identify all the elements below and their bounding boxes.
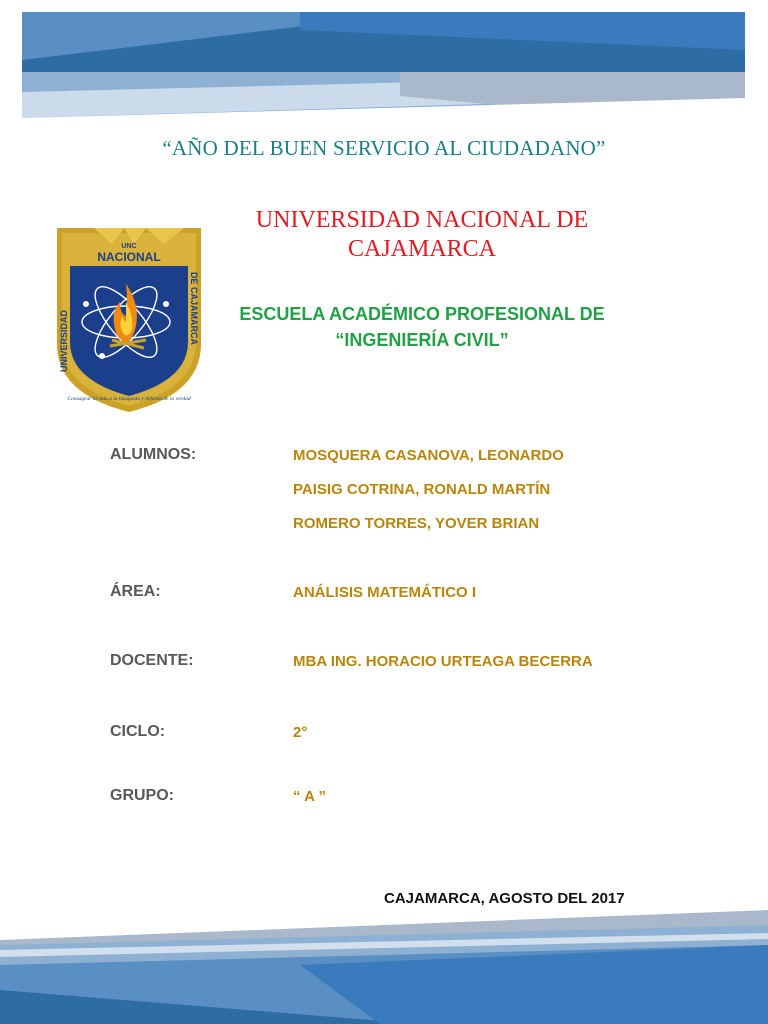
alumno-2: PAISIG COTRINA, RONALD MARTÍN [293, 481, 551, 498]
place-date: CAJAMARCA, AGOSTO DEL 2017 [384, 890, 625, 907]
bottom-banner [0, 905, 768, 1024]
logo-right-text: DE CAJAMARCA [189, 272, 199, 346]
docente-label: DOCENTE: [110, 652, 194, 669]
alumno-3: ROMERO TORRES, YOVER BRIAN [293, 515, 540, 532]
school-line1: ESCUELA ACADÉMICO PROFESIONAL DE [239, 304, 605, 324]
university-line1: UNIVERSIDAD NACIONAL DE [255, 207, 589, 233]
docente-value: MBA ING. HORACIO URTEAGA BECERRA [293, 653, 593, 670]
area-label: ÁREA: [110, 583, 161, 600]
grupo-label: GRUPO: [110, 787, 174, 804]
logo-left-text: UNIVERSIDAD [59, 309, 69, 372]
university-name [222, 206, 622, 264]
university-shield-logo [54, 224, 204, 414]
logo-unc-text: UNC [121, 243, 137, 250]
grupo-value: “ A ” [293, 788, 327, 805]
logo-nacional-text: NACIONAL [97, 250, 161, 264]
logo-motto-text: Consagrar la vida a la búsqueda y defensa de la verdad [67, 396, 191, 402]
area-value: ANÁLISIS MATEMÁTICO I [293, 584, 477, 601]
university-line2: CAJAMARCA [347, 236, 497, 262]
alumno-1: MOSQUERA CASANOVA, LEONARDO [293, 447, 564, 464]
top-banner [0, 0, 768, 140]
motto: “AÑO DEL BUEN SERVICIO AL CIUDADANO” [162, 136, 606, 160]
alumnos-label: ALUMNOS: [110, 446, 197, 463]
school-line2: “INGENIERÍA CIVIL” [335, 330, 509, 350]
ciclo-label: CICLO: [110, 723, 166, 740]
ciclo-value: 2° [293, 724, 308, 741]
school-name [222, 301, 622, 353]
